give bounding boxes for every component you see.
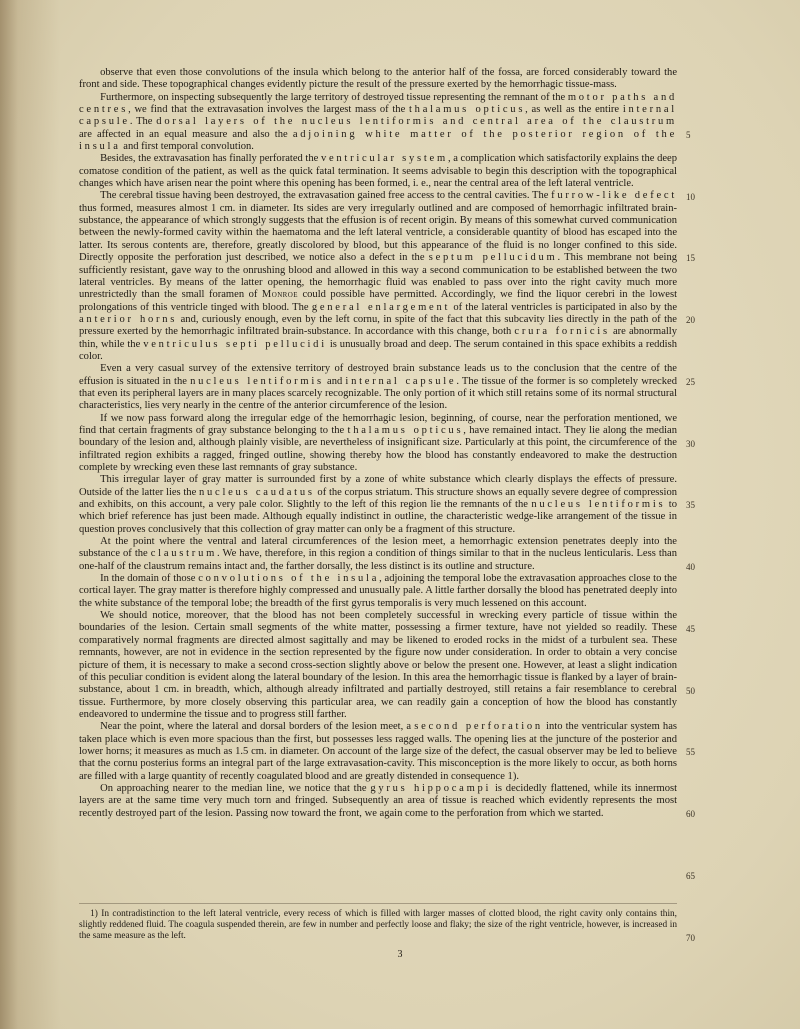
text-run: Besides, the extravasation has finally perforated the [100,153,321,165]
spaced-term: thalamus opticus [347,424,464,436]
spaced-term: crura fornicis [514,326,610,338]
footnote-marker: 1) [90,909,98,919]
margin-line-number: 60 [686,809,695,819]
text-run: and first temporal convolution. [120,141,254,153]
text-run: Furthermore, on inspecting subsequently the large territory of destroyed tissue representing the remnant of the [100,91,568,103]
footnote-text: In contradistinction to the left lateral ventricle, every recess of which is filled with larger masses of clotted blood, the right cavity only contains thin, slightly reddened fluid. The coagula suspended therein, are few in number and perfectly loose and flaky; the size of the right ventricle, however, is increased in the same measure as the left. [79,909,678,941]
text-run: and [323,375,346,387]
margin-line-number: 20 [686,315,695,325]
footnote-separator [79,903,677,904]
spaced-term: convolutions of the insula [198,573,380,585]
margin-line-number: 55 [686,747,695,758]
spaced-term: ventriculus septi pellucidi [143,338,327,350]
text-run: , a complication which satisfactorily explains the deep comatose condition of the patient, as well as the quick fatal termination. It seems advisable to begin this description with the topographical changes which have arisen near the point where this opening has been formed, i. e., near the central area of the left lateral ventricle. [79,153,677,190]
margin-line-number: 35 [686,500,695,511]
text-run: Even a very casual survey of the extensive territory of destroyed brain substance leads us to the conclusion that the centre of the effusion is situated in the [79,363,677,387]
margin-line-number: 30 [686,438,695,449]
text-run: We should notice, moreover, that the blood has not been completely successful in wrecking every particle of tissue within the boundaries of the lesion. Certain small segments of the white matter, possessing a firmer texture, have not yielded so readily. These comparatively normal fragments are directed almost sagittally and may be likened to eroded rocks in the midst of a turbulent sea. These remnants, however, are not in evidence in the section represented by the figure now under consideration. In order to obtain a very concise picture of them, it is necessary to make a second cross-section slightly above or below the present one. However, at least a slight indication of this peculiar condition is evident along the lateral boundary of the lesion. In this area the hemorrhagic tissue is flanked by a layer of brain-substance, about 1 cm. in breadth, which, although already infiltrated and partially destroyed, still retains a fair resemblance to cerebral tissue. Furthermore, by more closely observing this particular area, we can readily gain a conception of how the blood has constantly endeavored to undermine the tissue and to progress still farther. [79,610,677,720]
text-run: are abnormally thin, while the [79,326,678,350]
margin-line-number: 10 [686,191,695,202]
text-run: observe that even those convolutions of the insula which belong to the anterior half of the fossa, are forced considerably toward the front and side. These topographical changes evidently picture the result of the pressure exerted by the hemorrhagic tissue-mass. [79,67,677,91]
paragraph [79,67,677,92]
text-run: into the ventricular system has taken place which is even more spacious than the first, but possesses less ragged walls. The opening lies at the juncture of the posterior and lower horns; it measures as much as 1.5 cm. in diameter. On account of the large size of the defect, the casual observer may be led to believe that the cornu posterius forms an integral part of the large extravasation-cavity. This misconception is the more likely to occur, as both horns are filled with a large quantity of recently coagulated blood and are greatly distended in consequence 1). [79,721,677,782]
spaced-term: nucleus caudatus [198,486,315,498]
text-run: This irregular layer of gray matter is surrounded first by a zone of white substance which clearly displays the effects of pressure. Outside of the latter lies the [79,474,677,498]
paragraph [79,474,677,536]
paragraph [79,721,677,783]
paragraph [79,536,677,573]
paragraph [79,153,677,190]
text-run: of the lateral ventricles is participated in also by the [450,301,678,313]
text-run: , we find that the extravasation involves the largest mass of the [128,104,409,116]
paragraph [79,413,677,475]
text-run: If we now pass forward along the irregular edge of the hemorrhagic lesion, beginning, of course, near the perforation mentioned, we find that certain fragments of gray substance belonging to the [79,412,677,436]
text-run: thus formed, measures almost 1 cm. in diameter. Its sides are very irregularly outlined and are composed of hemorrhagic infiltrated brain-substance, the appearance of which strongly suggests that the effusion is of recent origin. By means of this somewhat curved communication between the newly-formed cavity within the haematoma and the left lateral ventricle, a considerable quantity of blood has escaped into the latter. Its serous contents are, therefore, greatly discolored by blood, but this appearance of the fluid is no longer confined to this side. Directly opposite the perforation just described, we notice also a defect in the [79,202,677,264]
text-run: At the point where the ventral and lateral circumferences of the lesion meet, a hemorrhagic extension penetrates deeply into the substance of the [79,536,677,560]
margin-line-number: 40 [686,562,695,572]
spaced-term: motor paths and centres [79,91,677,116]
paragraph [79,92,677,154]
margin-line-number: 65 [686,870,695,881]
page-number: 3 [397,949,403,960]
paragraph [79,573,677,610]
small-caps-name: Monroe [261,289,298,301]
margin-line-number: 45 [686,623,695,634]
body-text [79,67,677,820]
spaced-term: furrow-like defect [551,190,677,202]
spaced-term: septum pellucidum [428,252,558,264]
margin-line-number: 50 [686,685,695,696]
spaced-term: anterior horns [79,313,178,325]
spaced-term: thalamus opticus [409,104,526,116]
text-run: to which brief reference has just been made. Although equally indistinct in outline, the characteristic wedge-like arrangement of the tissue in question proves conclusively that this collection of gray matter can only be a fragment of this structure. [79,499,678,535]
text-run: . We have, therefore, in this region a condition of things similar to that in the nucleus lenticularis. Less than one-half of the claustrum remains intact and, the farther dorsally, the less distinct is its outline and structure. [79,548,678,572]
text-run: . The [129,116,157,128]
text-run: and, curiously enough, even by the left cornu, in spite of the fact that this subcavity lies directly in the path of the pressure exerted by the hemorrhagic infiltrated brain-substance. In accordance with this change, both [79,313,677,338]
margin-line-number: 5 [686,129,691,140]
paragraph [79,190,677,363]
footnote [79,909,677,942]
spaced-term: ventricular system [320,153,448,165]
paragraph [79,783,677,820]
text-run: of the corpus striatum. This structure shows an equally severe degree of compression and exhibits, on this account, a very pale color. Slightly to the left of this region lie the remnants of the [79,486,677,511]
margin-line-number: 25 [686,376,695,387]
text-run: On approaching nearer to the median line, we notice that the [100,782,371,794]
text-run: is unusually broad and deep. The serum contained in this space exhibits a reddish color. [79,338,677,362]
text-run: , as well as the entire [525,104,623,116]
text-run: Near the point, where the lateral and dorsal borders of the lesion meet, a [100,721,415,733]
text-run: , have remained intact. They lie along the median boundary of the lesion and, although plainly visible, are nevertheless of insignificant size. Particularly at this point, the circumference of the infiltrated region exhibits a ragged, fringed outline, showing thereby how the blood has constantly endeavored to make the destruction complete by wrecking even these last remnants of gray substance. [79,424,677,473]
text-run: . This membrane not being sufficiently resistant, gave way to the onrushing blood and allowed in this way a second communication to be established between the two lateral ventricles. By means of the latter opening, the hemorrhagic fluid was enabled to pass over into the right cavity much more unrestrictedly than the small foramen of [79,252,677,301]
text-run: In the domain of those [100,573,199,585]
text-run: is decidedly flattened, while its innermost layers are at the same time very much torn and fringed. Subsequently an area of tissue is reached which evidently represents the most recently destroyed part of the lesion. Passing now toward the front, we again come to the perforation from which we started. [79,782,677,819]
spaced-term: second perforation [414,721,543,733]
spaced-term: internal capsule [79,104,677,128]
text-run: , adjoining the temporal lobe the extravasation approaches close to the cortical layer. The gray matter is therefore highly compressed and unusually pale. A little farther dorsally the blood has penetrated deeply into the white substance of the temporal lobe; the breadth of the first gyrus temporalis is very much lessened on this account. [79,573,677,609]
paragraph [79,363,677,412]
spaced-term: nucleus lentiformis [190,375,324,387]
margin-line-number: 15 [686,253,695,264]
spaced-term: adjoining white matter of the posterior region of the insula [79,128,677,153]
spaced-term: claustrum [150,548,218,560]
text-run: . The tissue of the former is so completely wrecked that even its peripheral layers are in many places scarcely recognizable. The only portion of it which still retains some of its normal structural characteristics, lies very nearly in the centre of the anterior circumference of the lesion. [79,375,677,412]
spaced-term: general enlargement [311,301,451,313]
text-run: could possible have permitted. Accordingly, we find the liquor cerebri in the lowest prolongations of this ventricle tinged with blood. The [79,289,678,313]
text-run: The cerebral tissue having been destroyed, the extravasation gained free access to the central cavities. The [100,190,552,202]
spaced-term: dorsal layers of the nucleus lentiformis and central area of the claustrum [156,116,677,128]
spaced-term: internal capsule [345,375,457,387]
spaced-term: nucleus lentiformis [531,499,666,511]
text-run: are affected in an equal measure and also the [79,128,293,140]
spaced-term: gyrus hippocampi [370,782,492,794]
paragraph [79,610,677,721]
margin-line-number: 70 [686,932,695,943]
